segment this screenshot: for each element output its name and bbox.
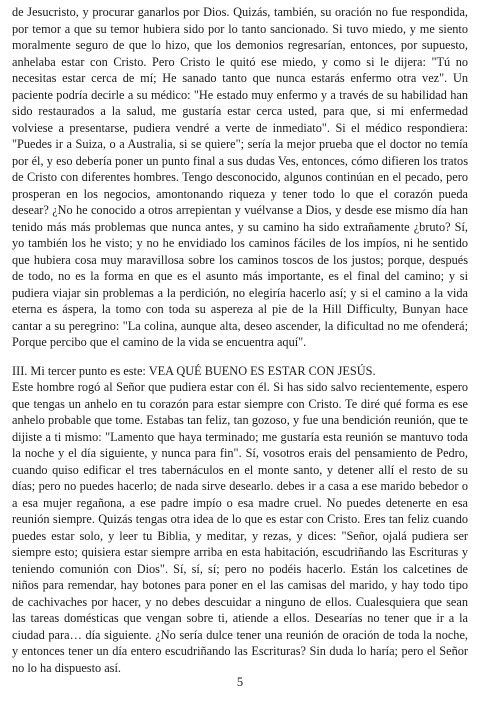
body-paragraph-1: de Jesucristo, y procurar ganarlos por Dios. Quizás, también, su oración no fue respondida, por temor a que su temor hubiera sido por lo tanto sancionado. Si tuvo miedo, y me siento moralmente seguro de que lo hizo, que los demonios regresarían, entonces, por supuesto, anhelaba estar con Cristo. Pero Cristo le quitó ese miedo, y como si le dijera: "Tú no necesitas estar cerca de mí; He sanado tanto que nunca estarás enfermo otra vez". Un paciente podría decirle a su médico: "He estado muy enfermo y a través de su habilidad han sido restaurados a la salud, me gustaría estar cerca usted, para que, si mi enfermedad volviese a presentarse, pudiera vendré a verte de inmediato". Si el médico respondiera: "Puedes ir a Suiza, o a Australia, si se quiere"; sería la mejor prueba que el doctor no temía por él, y eso debería poner un punto final a sus dudas Ves, entonces, cómo difieren los tratos de Cristo con diferentes hombres. Tengo desconocido, algunos continúan en el pecado, pero prosperan en los negocios, amontonando riqueza y tener todo lo que el corazón pueda desear? ¿No he conocido a otros arrepientan y vuélvanse a Dios, y desde ese mismo día han tenido más más problemas que nunca antes, y su camino ha sido extrañamente ¿bruto? Sí, yo también los he visto; y no he envidiado los caminos fáciles de los impíos, ni he sentido que hubiera cosa muy maravillosa sobre los caminos toscos de los justos; porque, después de todo, no es la forma en que es el asunto más importante, es el final del camino; y si pudiera viajar sin problemas a la perdición, no elegiría hacerlo así; y si el camino a la vida eterna es áspera, la tomo con toda su aspereza al pie de la Hill Difficulty, Bunyan hace cantar a su peregrino: "La colina, aunque alta, deseo ascender, la dificultad no me ofenderá; Porque percibo que el camino de la vida se encuentra aquí". xyxy=(12,5,468,349)
body-paragraph-2: Este hombre rogó al Señor que pudiera estar con él. Si has sido salvo recientemente, espero que tengas un anhelo en tu corazón para estar siempre con Cristo. Te diré qué forma es ese anhelo probable que tome. Estabas tan feliz, tan gozoso, y fue una bendición reunión, que te dijiste a ti mismo: "Lamento que haya terminado; me gustaría esta reunión se mantuvo toda la noche y el día siguiente, y nunca para fin". Sí, vosotros erais del pensamiento de Pedro, cuando quiso edificar el tres tabernáculos en el monte santo, y detener allí el resto de su días; pero no puedes hacerlo; de nada sirve desearlo. debes ir a casa a ese marido bebedor o a esa mujer regañona, a ese padre impío o esa madre cruel. No puedes detenerte en esa reunión siempre. Quizás tengas otra idea de lo que es estar con Cristo. Eres tan feliz cuando puedes estar solo, y leer tu Biblia, y meditar, y rezas, y dices: "Señor, ojalá pudiera ser siempre esto; quisiera estar siempre arriba en esta habitación, escudriñando las Escrituras y teniendo comunión con Dios". Sí, sí, sí; pero no podéis hacerlo. Están los calcetines de niños para remendar, hay botones para poner en el las camisas del marido, y hay todo tipo de cachivaches por hacer, y no debes descuidar a ninguno de ellos. Cualesquiera que sean las tareas domésticas que vengan sobre ti, atiende a ellos. Desearías no tener que ir a la ciudad para… día siguiente. ¿No sería dulce tener una reunión de oración de toda la noche, y entonces tener un día entero escudriñando las Escrituras? Sin duda lo haría; pero el Señor no lo ha dispuesto así. xyxy=(12,380,468,675)
page-number: 5 xyxy=(236,675,244,689)
paragraph-gap xyxy=(12,351,468,363)
section-heading: III. Mi tercer punto es este: VEA QUÉ BUENO ES ESTAR CON JESÚS. xyxy=(12,363,376,378)
